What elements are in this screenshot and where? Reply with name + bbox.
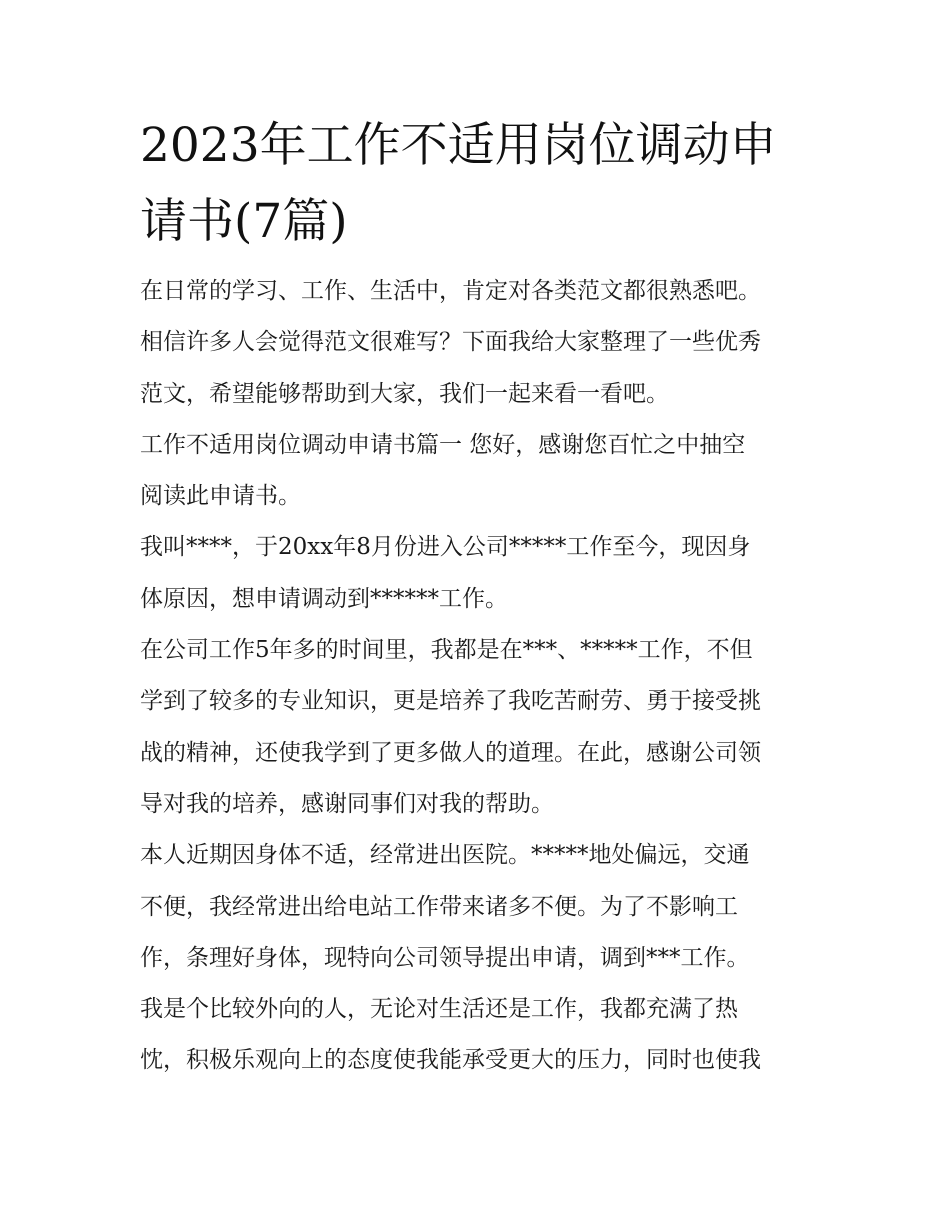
body-line: 阅读此申请书。 [140, 483, 301, 510]
document-title [140, 108, 820, 260]
body-line: 在日常的学习、工作、生活中，肯定对各类范文都很熟悉吧。 [140, 278, 761, 304]
body-line: 相信许多人会觉得范文很难写？下面我给大家整理了一些优秀 [140, 329, 761, 356]
title-line-1: 2023年工作不适用岗位调动申 [140, 118, 777, 173]
body-line: 本人近期因身体不适，经常进出医院。*****地处偏远，交通 [140, 842, 750, 869]
body-line: 体原因，想申请调动到******工作。 [140, 585, 508, 612]
body-line: 学到了较多的专业知识，更是培养了我吃苦耐劳、勇于接受挑 [140, 688, 761, 715]
body-line: 我叫****，于20xx年8月份进入公司*****工作至今，现因身 [140, 534, 751, 561]
body-line: 工作不适用岗位调动申请书篇一 您好，感谢您百忙之中抽空 [140, 431, 746, 458]
body-line: 在公司工作5年多的时间里，我都是在***、*****工作，不但 [140, 637, 753, 664]
body-line: 我是个比较外向的人，无论对生活还是工作，我都充满了热 [140, 996, 738, 1023]
body-line: 忱，积极乐观向上的态度使我能承受更大的压力，同时也使我 [140, 1047, 761, 1074]
body-line: 导对我的培养，感谢同事们对我的帮助。 [140, 790, 554, 817]
body-line: 战的精神，还使我学到了更多做人的道理。在此，感谢公司领 [140, 739, 761, 766]
document-body [140, 266, 830, 1087]
body-line: 范文，希望能够帮助到大家，我们一起来看一看吧。 [140, 380, 669, 407]
title-line-2: 请书(7篇) [140, 194, 348, 249]
body-line: 作，条理好身体，现特向公司领导提出申请，调到***工作。 [140, 944, 750, 971]
body-line: 不便，我经常进出给电站工作带来诸多不便。为了不影响工 [140, 893, 738, 920]
